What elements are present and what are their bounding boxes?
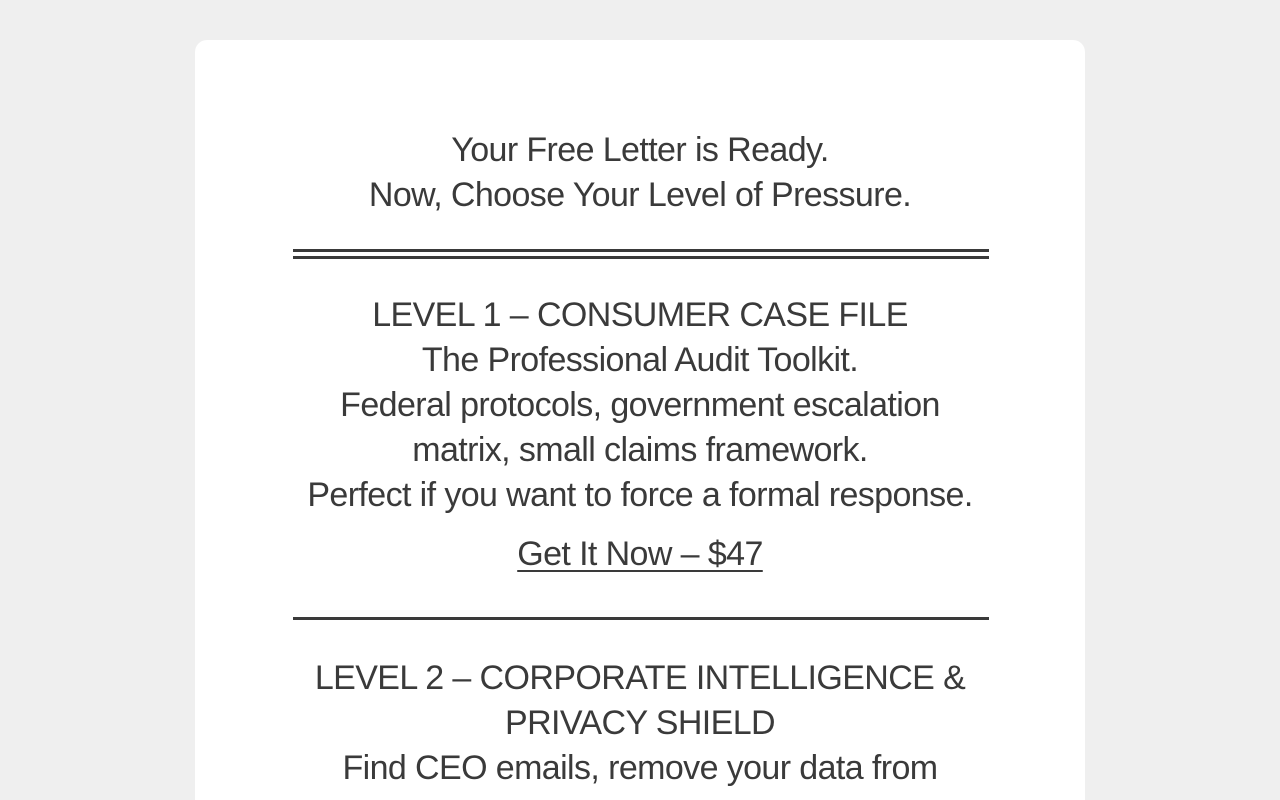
level-1-title: LEVEL 1 – CONSUMER CASE FILE [372,296,908,334]
level-1-cta-wrapper [195,532,1085,583]
level-1-description-line-2: matrix, small claims framework. [412,431,868,469]
level-2-title-line-1: LEVEL 2 – CORPORATE INTELLIGENCE & [314,659,966,697]
level-1-subtitle: The Professional Audit Toolkit. [421,341,859,379]
offer-card [195,40,1085,800]
page-headline [195,128,1085,218]
level-1-description-line-3: Perfect if you want to force a formal response. [307,476,973,514]
headline-line-2: Now, Choose Your Level of Pressure. [368,176,912,214]
level-2-description-line-1: Find CEO emails, remove your data from [342,749,938,787]
level-1-description-line-1: Federal protocols, government escalation [340,386,940,424]
level-1-buy-link[interactable]: Get It Now – $47 [517,535,763,573]
level-1-section [195,293,1085,518]
double-divider [293,249,989,259]
level-2-section [195,656,1085,791]
level-2-title-line-2: PRIVACY SHIELD [505,704,775,742]
section-divider [293,617,989,620]
headline-line-1: Your Free Letter is Ready. [451,131,829,169]
